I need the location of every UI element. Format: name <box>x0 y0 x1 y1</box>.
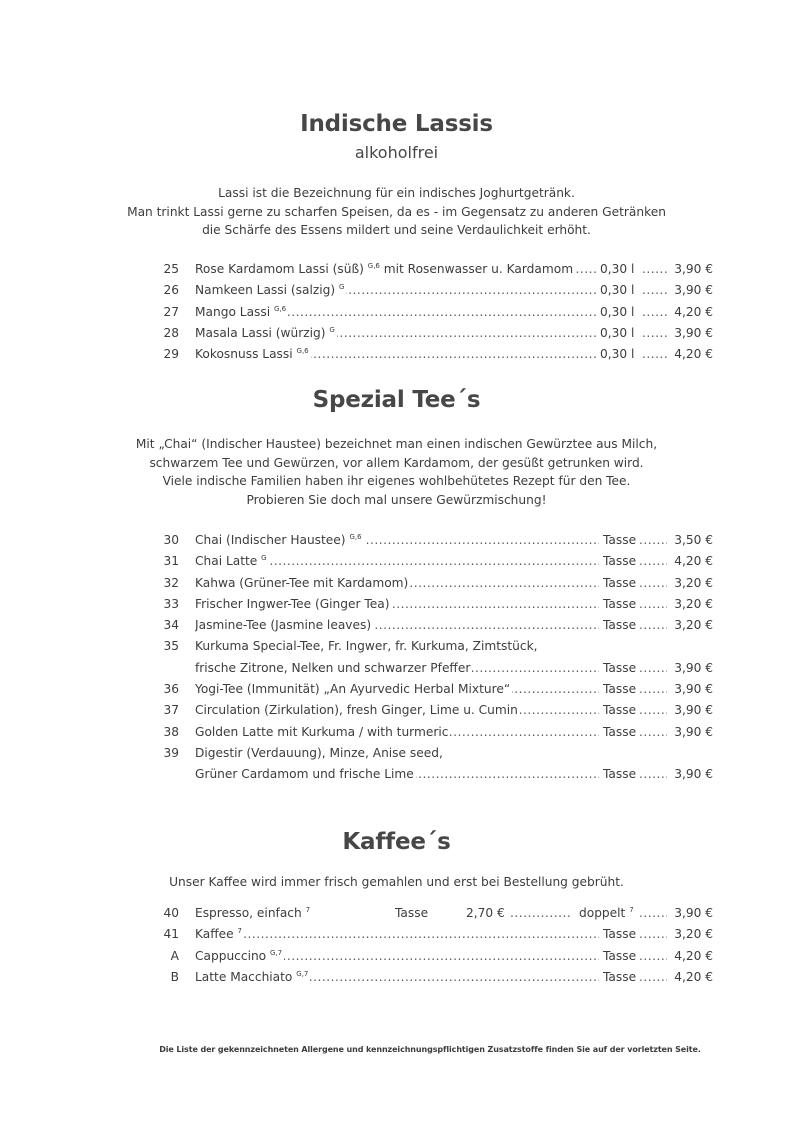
item-name: Kahwa (Grüner-Tee mit Kardamom) <box>195 575 409 590</box>
item-price-single: 2,70 € <box>466 906 505 920</box>
item-name: Kaffee <box>195 927 234 942</box>
menu-item <box>0 323 793 344</box>
item-unit: Tasse <box>603 533 637 547</box>
menu-item <box>0 551 793 572</box>
item-volume: 0,30 l <box>600 304 635 319</box>
lassis-intro <box>0 184 793 240</box>
item-label <box>195 323 597 344</box>
item-price: 3,90 € <box>674 283 713 298</box>
leader-dots <box>642 302 669 323</box>
item-label <box>195 967 599 988</box>
menu-item <box>0 280 793 301</box>
leader-dots <box>639 700 667 721</box>
allergen-marker: G <box>339 283 345 292</box>
item-number: 31 <box>163 554 179 569</box>
item-unit: Tasse <box>603 767 637 782</box>
item-unit: Tasse <box>603 682 637 697</box>
item-price: 3,20 € <box>674 927 713 942</box>
kaffees-intro: Unser Kaffee wird immer frisch gemahlen und erst bei Bestellung gebrüht. <box>169 875 624 889</box>
item-price: 4,20 € <box>674 347 713 362</box>
allergen-marker: G,6 <box>367 262 380 270</box>
menu-item <box>0 344 793 365</box>
item-unit: Tasse <box>603 927 637 942</box>
item-label <box>195 764 599 785</box>
menu-item-continued <box>0 658 793 679</box>
item-label <box>195 700 599 721</box>
item-price: 3,90 € <box>674 325 713 340</box>
item-unit: Tasse <box>603 554 637 569</box>
leader-dots <box>639 551 667 572</box>
item-volume: 0,30 l <box>600 347 635 362</box>
item-label <box>195 530 599 551</box>
allergen-marker: 7 <box>237 927 242 936</box>
item-number: 37 <box>163 703 179 718</box>
allergen-marker: G,6 <box>274 304 287 313</box>
tees-intro-line: Probieren Sie doch mal unsere Gewürzmischung! <box>246 492 547 507</box>
item-price: 3,90 € <box>674 767 713 782</box>
item-number: 36 <box>163 682 179 697</box>
leader-dots <box>639 530 667 551</box>
tees-list <box>0 530 793 786</box>
menu-item <box>0 302 793 323</box>
leader-dots <box>639 924 667 945</box>
item-label <box>195 743 599 764</box>
tees-intro <box>0 435 793 509</box>
item-name: Masala Lassi (würzig) <box>195 325 326 340</box>
doppelt-label <box>579 903 634 924</box>
leader-dots <box>639 679 667 700</box>
item-unit: Tasse <box>603 969 637 984</box>
leader-dots <box>639 967 667 988</box>
item-name: Kokosnuss Lassi <box>195 347 293 362</box>
lassis-list <box>0 259 793 365</box>
item-unit: Tasse <box>603 575 637 590</box>
item-name: Mango Lassi <box>195 304 271 319</box>
item-price: 3,90 € <box>674 682 713 697</box>
item-name: Chai (Indischer Haustee) <box>195 533 346 547</box>
item-name: Circulation (Zirkulation), fresh Ginger, Lime u. Cumin <box>195 703 518 718</box>
item-number: B <box>170 969 179 984</box>
item-price: 3,90 € <box>674 724 713 739</box>
item-extra: mit Rosenwasser u. Kardamom <box>379 262 574 276</box>
item-name: Yogi-Tee (Immunität) „An Ayurvedic Herbal Mixture“ <box>195 682 511 697</box>
item-number: 29 <box>163 347 179 362</box>
item-number: 26 <box>163 283 179 298</box>
menu-item-espresso <box>0 903 793 924</box>
menu-item-continued <box>0 764 793 785</box>
item-number: 25 <box>163 262 179 276</box>
item-label <box>195 903 385 924</box>
item-unit: Tasse <box>603 948 637 963</box>
menu-item <box>0 530 793 551</box>
menu-item <box>0 679 793 700</box>
tees-intro-line: schwarzem Tee und Gewürzen, vor allem Kardamom, der gesüßt getrunken wird. <box>149 455 644 470</box>
leader-dots <box>639 722 667 743</box>
item-name: Namkeen Lassi (salzig) <box>195 283 336 298</box>
allergen-marker: G,6 <box>349 533 362 541</box>
item-label <box>195 636 599 657</box>
leader-dots <box>642 344 669 365</box>
lassis-title: Indische Lassis <box>300 111 493 137</box>
item-unit: Tasse <box>603 660 637 675</box>
menu-item <box>0 743 793 764</box>
item-name-line2: Grüner Cardamom und frische Lime <box>195 767 414 782</box>
tees-title: Spezial Tee´s <box>312 387 481 413</box>
item-price: 4,20 € <box>674 948 713 963</box>
lassis-intro-line: Man trinkt Lassi gerne zu scharfen Speisen, da es - im Gegensatz zu anderen Getränken <box>127 204 666 219</box>
item-price: 3,90 € <box>674 660 713 675</box>
item-name: Jasmine-Tee (Jasmine leaves) <box>195 618 372 633</box>
item-name: Rose Kardamom Lassi (süß) <box>195 262 364 276</box>
item-name-line2: frische Zitrone, Nelken und schwarzer Pfeffer <box>195 660 471 675</box>
item-number: 38 <box>163 724 179 739</box>
menu-item <box>0 573 793 594</box>
item-number: 32 <box>163 575 179 590</box>
item-label <box>195 302 597 323</box>
item-label <box>195 259 597 280</box>
leader-dots <box>639 615 667 636</box>
allergen-marker: G,7 <box>270 948 283 957</box>
item-volume: 0,30 l <box>600 325 635 340</box>
leader-dots <box>639 764 667 785</box>
item-name: Latte Macchiato <box>195 969 293 984</box>
menu-item <box>0 259 793 280</box>
menu-item <box>0 722 793 743</box>
lassis-subtitle: alkoholfrei <box>354 143 439 162</box>
item-name: Golden Latte mit Kurkuma / with turmeric <box>195 724 449 739</box>
kaffees-list <box>0 903 793 988</box>
item-number: 35 <box>163 639 179 654</box>
item-number: 33 <box>163 596 179 611</box>
item-price: 3,90 € <box>674 262 713 276</box>
allergen-marker: 7 <box>629 906 634 914</box>
leader-dots <box>639 658 667 679</box>
item-number: 34 <box>163 618 179 633</box>
tees-intro-line: Viele indische Familien haben ihr eigenes wohlbehütetes Rezept für den Tee. <box>162 474 631 488</box>
item-label <box>195 658 599 679</box>
menu-item <box>0 594 793 615</box>
item-number: 27 <box>163 304 179 319</box>
item-unit: Tasse <box>603 596 637 611</box>
leader-dots <box>642 259 669 280</box>
menu-item <box>0 924 793 945</box>
allergen-footnote: Die Liste der gekennzeichneten Allergene und kennzeichnungspflichtigen Zusatzstoffe finden Sie auf der vorletzten Seite. <box>159 1045 701 1054</box>
item-label <box>195 344 597 365</box>
menu-item <box>0 946 793 967</box>
item-number: 41 <box>163 927 179 942</box>
item-price: 3,20 € <box>674 575 713 590</box>
menu-item <box>0 636 793 657</box>
leader-dots <box>639 903 667 924</box>
item-price: 3,50 € <box>674 533 713 547</box>
item-label <box>195 615 599 636</box>
item-number: 30 <box>163 533 179 547</box>
item-name: Chai Latte <box>195 554 258 569</box>
allergen-marker: G,6 <box>296 347 309 356</box>
item-name: Kurkuma Special-Tee, Fr. Ingwer, fr. Kurkuma, Zimtstück, <box>195 639 538 654</box>
kaffees-title: Kaffee´s <box>342 829 451 855</box>
doppelt-text: doppelt <box>579 906 626 920</box>
item-label <box>195 722 599 743</box>
item-volume: 0,30 l <box>600 283 635 298</box>
item-label <box>195 573 599 594</box>
item-price: 4,20 € <box>674 304 713 319</box>
tees-intro-line: Mit „Chai“ (Indischer Haustee) bezeichnet man einen indischen Gewürztee aus Milch, <box>135 437 658 451</box>
item-label <box>195 280 597 301</box>
item-price: 4,20 € <box>674 969 713 984</box>
item-price: 4,20 € <box>674 554 713 569</box>
item-name: Espresso, einfach <box>195 906 302 920</box>
item-name: Frischer Ingwer-Tee (Ginger Tea) <box>195 596 390 611</box>
item-unit: Tasse <box>603 618 637 633</box>
item-name: Cappuccino <box>195 948 267 963</box>
menu-item <box>0 967 793 988</box>
leader-dots <box>510 903 570 924</box>
leader-dots <box>639 573 667 594</box>
item-volume: 0,30 l <box>600 262 635 276</box>
item-price: 3,90 € <box>674 906 713 920</box>
lassis-intro-line: Lassi ist die Bezeichnung für ein indisches Joghurtgetränk. <box>218 186 575 200</box>
item-label <box>195 946 599 967</box>
item-number: 28 <box>163 325 179 340</box>
item-name: Digestir (Verdauung), Minze, Anise seed, <box>195 745 443 760</box>
allergen-marker: 7 <box>305 906 311 914</box>
leader-dots <box>642 323 669 344</box>
allergen-marker: G <box>329 325 335 334</box>
item-unit: Tasse <box>395 906 429 920</box>
item-price: 3,90 € <box>674 703 713 718</box>
item-number: A <box>170 948 179 963</box>
item-price: 3,20 € <box>674 596 713 611</box>
leader-dots <box>639 946 667 967</box>
item-number: 39 <box>163 745 179 760</box>
item-price: 3,20 € <box>674 618 713 633</box>
item-label <box>195 924 599 945</box>
item-label <box>195 594 599 615</box>
allergen-marker: G,7 <box>296 969 309 978</box>
menu-item <box>0 615 793 636</box>
item-label <box>195 551 599 572</box>
lassis-intro-line: die Schärfe des Essens mildert und seine Verdaulichkeit erhöht. <box>202 223 591 237</box>
menu-item <box>0 700 793 721</box>
leader-dots <box>642 280 669 301</box>
item-number: 40 <box>163 906 179 920</box>
item-unit: Tasse <box>603 703 637 718</box>
item-label <box>195 679 599 700</box>
allergen-marker: G <box>261 554 267 563</box>
item-unit: Tasse <box>603 724 637 739</box>
leader-dots <box>639 594 667 615</box>
